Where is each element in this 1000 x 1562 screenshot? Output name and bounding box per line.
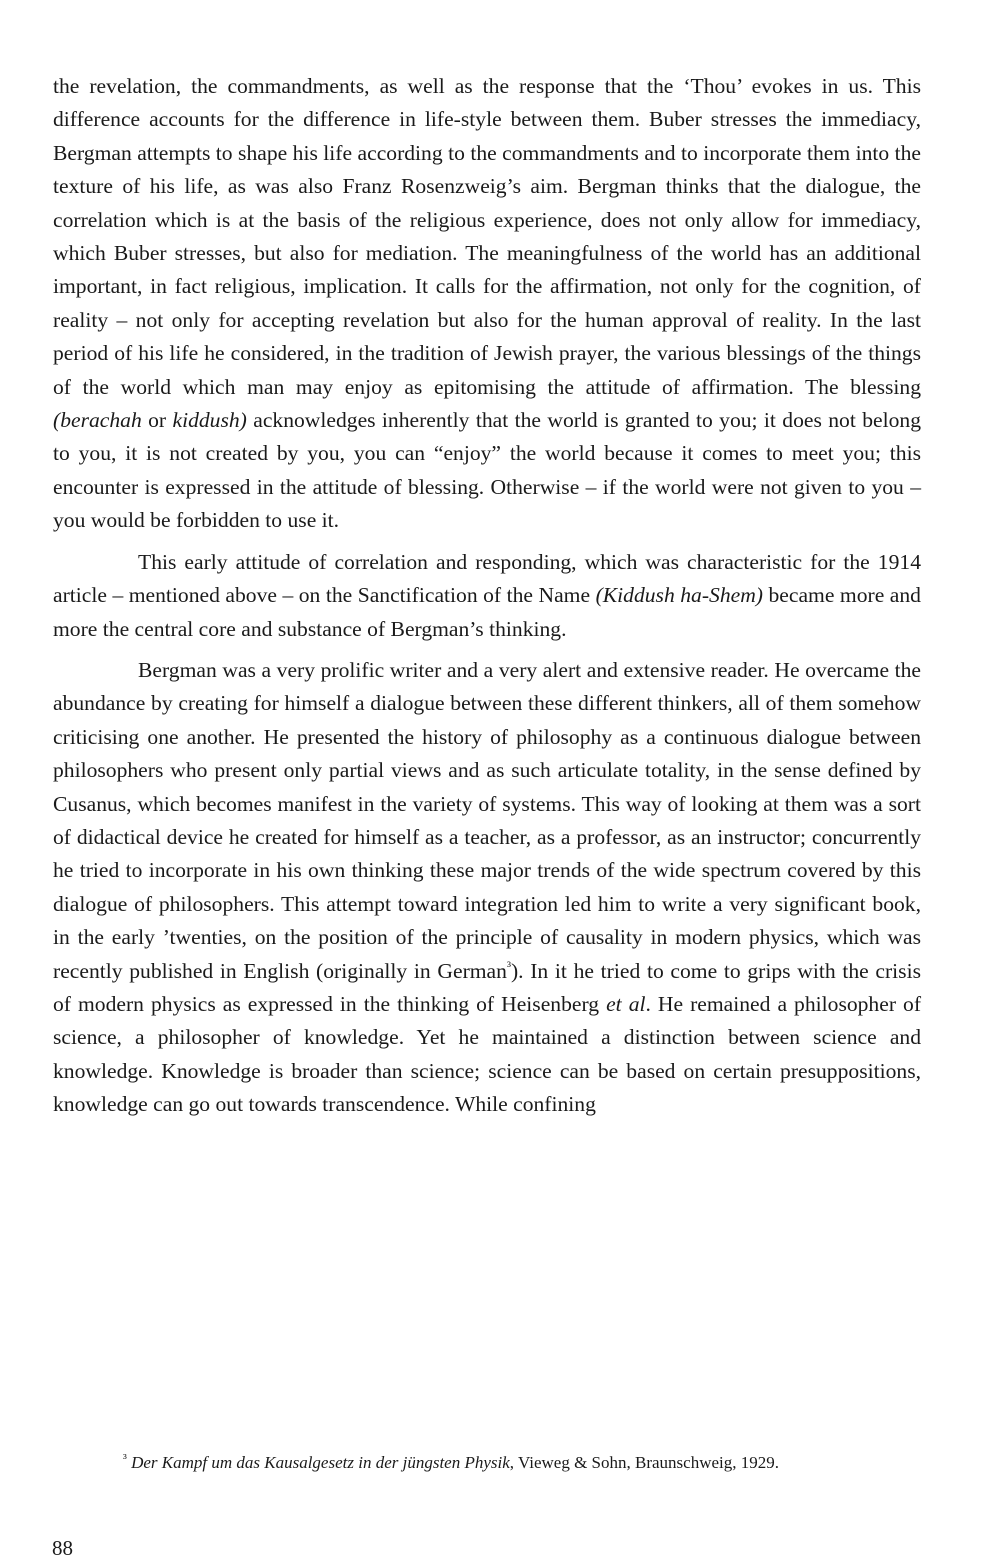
body-text	[53, 70, 921, 1122]
footnote-marker: ³	[123, 1451, 127, 1466]
footnote: $^{^3}$ Der Kampf um das Kausalgesetz in der jüngsten Physik, Vieweg & Sohn, Braunschweig, 1929.	[123, 1451, 780, 1472]
paragraph-2: This early attitude of correlation and responding, which was characteristic for the 1914 article – mentioned above – on the Sanctification of the Name (Kiddush ha-Shem) became more and more the central core and substance of Bergman’s thinking.	[53, 549, 921, 641]
paragraph-3: Bergman was a very prolific writer and a very alert and extensive reader. He overcame the abundance by creating for himself a dialogue between these different thinkers, all of them somehow criticising one another. He presented the history of philosophy as a continuous dialogue between philosophers who present only partial views and as such articulate totality, in the sense defined by Cusanus, which becomes manifest in the variety of systems. This way of looking at them was a sort of didactical device he created for himself as a teacher, as a professor, as an instructor; concurrently he tried to incorporate in his own thinking these major trends of the wide spectrum covered by this dialogue of philosophers. This attempt toward integration led him to write a very significant book, in the early ’twenties, on the position of the principle of causality in modern physics, which was recently published in English (originally in German$^{^3}$). In it he tried to come to grips with the crisis of modern physics as expressed in the thinking of Heisenberg et al. He remained a philosopher of science, a philosopher of knowledge. Yet he maintained a distinction between science and knowledge. Knowledge is broader than science; science can be based on certain presuppositions, knowledge can go out towards transcendence. While confining	[53, 657, 922, 1117]
page-number: 88	[52, 1536, 73, 1560]
paragraph-1: the revelation, the commandments, as well as the response that the ‘Thou’ evokes in us. This difference accounts for the difference in life-style between them. Buber stresses the immediacy, Bergman attempts to shape his life according to the commandments and to incorporate them into the texture of his life, as was also Franz Rosenzweig’s aim. Bergman thinks that the dialogue, the correlation which is at the basis of the religious experience, does not only allow for immediacy, which Buber stresses, but also for mediation. The meaningfulness of the world has an additional important, in fact religious, implication. It calls for the affirmation, not only for the cognition, of reality – not only for accepting revelation but also for the human approval of reality. In the last period of his life he considered, in the tradition of Jewish prayer, the various blessings of the things of the world which man may enjoy as epitomising the attitude of affirmation. The blessing (berachah or kiddush) acknowledges inherently that the world is granted to you; it does not belong to you, it is not created by you, you can “enjoy” the world because it comes to meet you; this encounter is expressed in the attitude of blessing. Otherwise – if the world were not given to you – you would be forbidden to use it.	[53, 74, 921, 533]
